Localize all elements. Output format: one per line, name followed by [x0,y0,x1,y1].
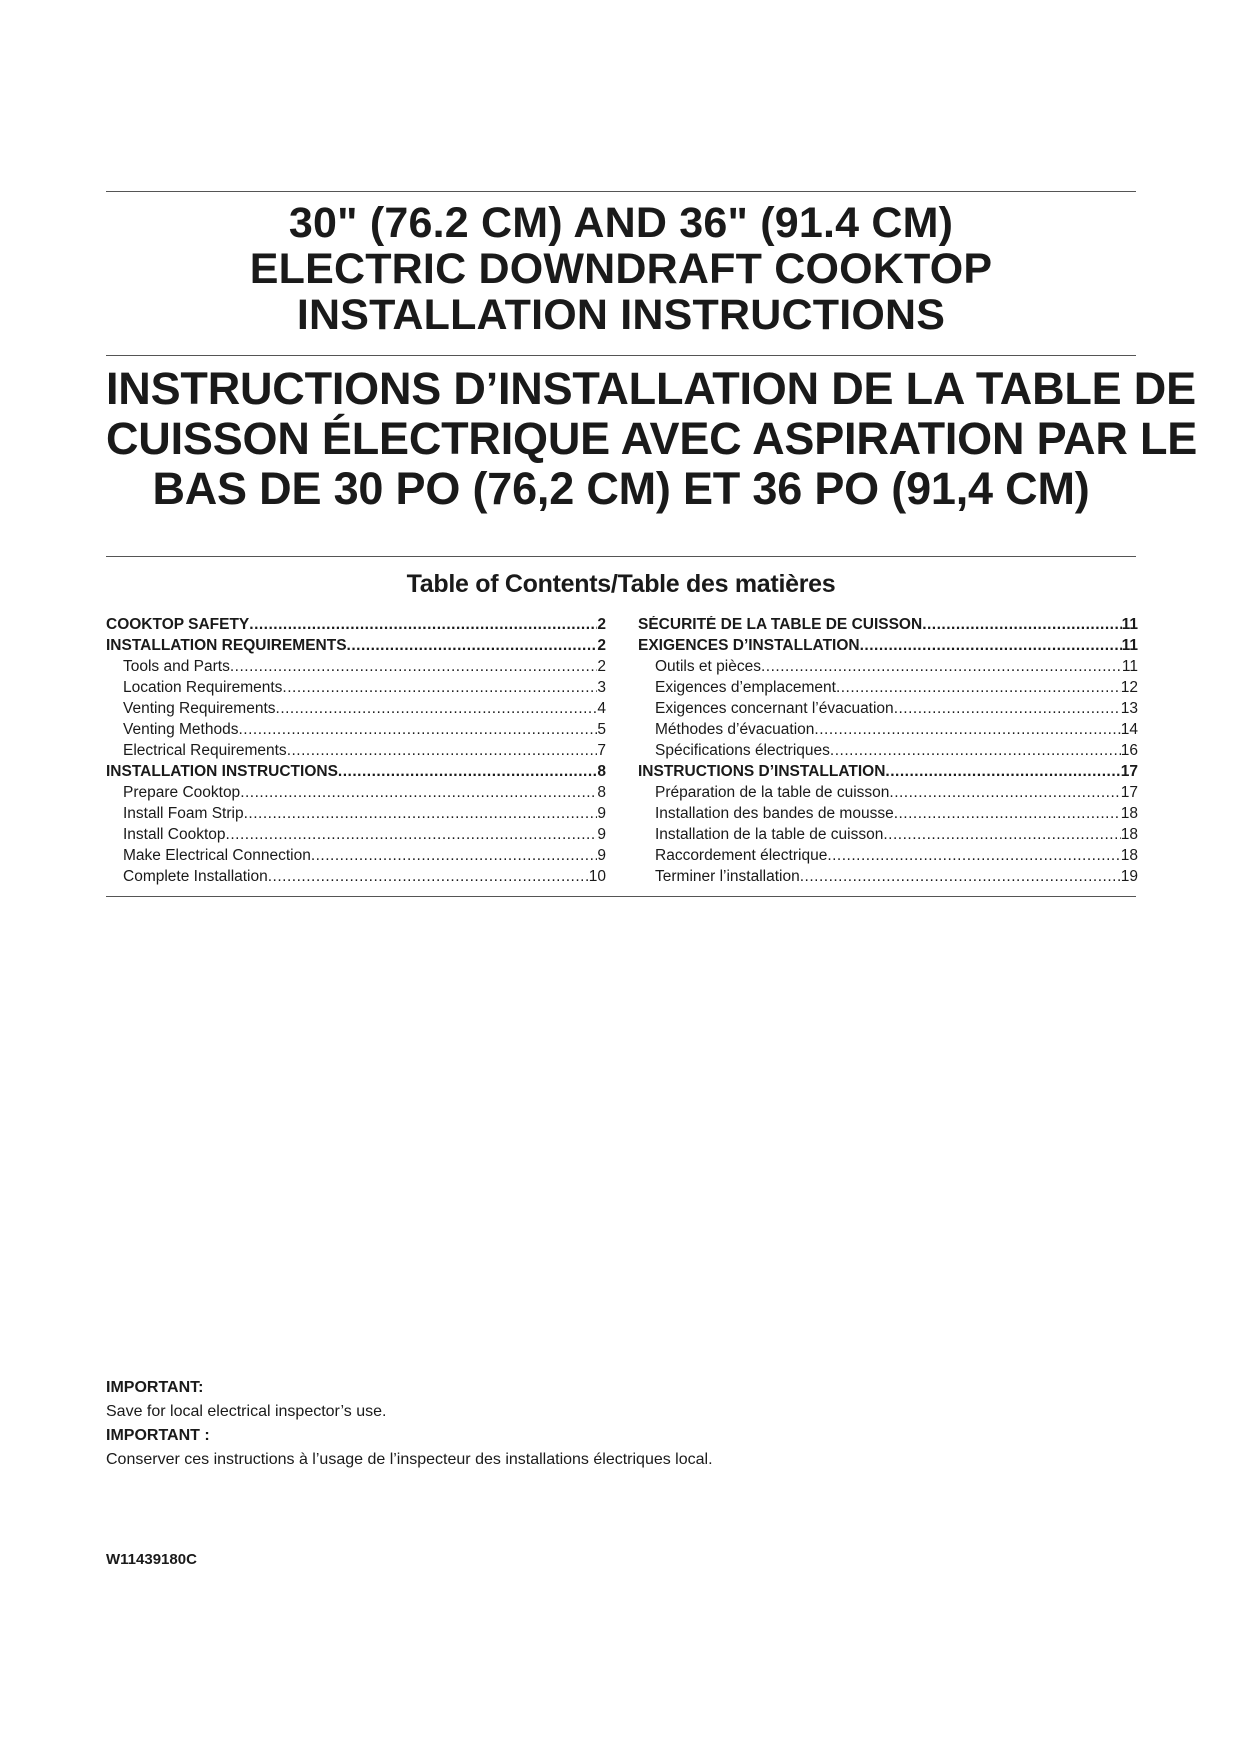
english-title-line-2: ELECTRIC DOWNDRAFT COOKTOP [249,245,993,293]
toc-entry-label: Outils et pièces [655,658,761,675]
top-divider [106,191,1136,192]
toc-dot-leader [894,700,1121,718]
french-title-line-2: CUISSON ÉLECTRIQUE AVEC ASPIRATION PAR LE [106,413,1198,464]
toc-entry-page: 8 [597,763,606,780]
document-code: W11439180C [106,1551,197,1568]
toc-entry-page: 19 [1120,868,1138,885]
toc-entry-label: Installation des bandes de mousse [655,805,894,822]
toc-entry-label: Spécifications électriques [655,742,830,759]
toc-dot-leader [827,847,1120,865]
english-title [106,200,1136,338]
toc-entry [638,868,1138,889]
french-title-line-1: INSTRUCTIONS D’INSTALLATION DE LA TABLE DE [106,363,1196,414]
toc-dot-leader [761,658,1122,676]
toc-entry-page: 2 [597,637,606,654]
important-label-en: IMPORTANT: [106,1379,204,1396]
toc-french-column [638,616,1138,889]
toc-entry-label: Install Foam Strip [123,805,244,822]
toc-top-divider [106,556,1136,557]
toc-entry-page: 18 [1120,805,1138,822]
important-label-fr: IMPORTANT : [106,1427,210,1444]
toc-entry-page: 16 [1120,742,1138,759]
toc-dot-leader [276,700,598,718]
toc-dot-leader [311,847,598,865]
toc-entry-page: 18 [1120,847,1138,864]
toc-entry [638,763,1138,784]
toc-entry-label: INSTALLATION REQUIREMENTS [106,637,347,654]
toc-entry-label: Méthodes d’évacuation [655,721,815,738]
toc-entry-label: Venting Methods [123,721,239,738]
toc-dot-leader [836,679,1121,697]
toc-dot-leader [226,826,598,844]
toc-dot-leader [894,805,1121,823]
toc-dot-leader [230,658,598,676]
toc-entry [106,805,606,826]
english-title-line-3: INSTALLATION INSTRUCTIONS [296,291,946,339]
toc-dot-leader [814,721,1120,739]
toc-entry-label: Préparation de la table de cuisson [655,784,890,801]
toc-entry-label: Electrical Requirements [123,742,287,759]
toc-dot-leader [238,721,597,739]
toc-bottom-divider [106,896,1136,897]
toc-entry-page: 9 [597,847,606,864]
toc-entry [106,616,606,637]
toc-entry-label: Location Requirements [123,679,283,696]
toc-entry-page: 11 [1121,658,1138,675]
toc-entry-label: Tools and Parts [123,658,230,675]
toc-entry-label: INSTRUCTIONS D’INSTALLATION [638,763,886,780]
toc-entry-label: Raccordement électrique [655,847,828,864]
toc-entry [106,847,606,868]
toc-dot-leader [922,616,1121,634]
toc-entry [106,868,606,889]
english-title-line-1: 30" (76.2 CM) AND 36" (91.4 CM) [288,199,954,247]
toc-entry-label: Complete Installation [123,868,268,885]
toc-entry-page: 9 [597,826,606,843]
important-text-en: Save for local electrical inspector’s use. [106,1403,387,1420]
toc-dot-leader [249,616,597,634]
toc-entry [106,658,606,679]
toc-entry-label: Install Cooktop [123,826,226,843]
toc-entry [106,826,606,847]
toc-entry [638,658,1138,679]
toc-entry [106,637,606,658]
toc-dot-leader [800,868,1121,886]
toc-entry-label: Exigences concernant l’évacuation [655,700,894,717]
toc-dot-leader [244,805,598,823]
toc-entry-page: 4 [597,700,606,717]
toc-entry-page: 8 [597,784,606,801]
important-text-fr: Conserver ces instructions à l’usage de l’inspecteur des installations électriques local. [106,1451,713,1468]
toc-entry-label: Prepare Cooktop [123,784,241,801]
toc-entry-label: Exigences d’emplacement [655,679,836,696]
toc-entry-page: 2 [597,658,606,675]
toc-entry [106,721,606,742]
toc-entry-label: Make Electrical Connection [123,847,311,864]
toc-entry-page: 17 [1120,784,1138,801]
french-title [106,363,1198,514]
toc-entry-page: 11 [1121,616,1138,633]
toc-entry-label: Venting Requirements [123,700,276,717]
toc-entry [106,784,606,805]
toc-entry-page: 12 [1120,679,1138,696]
toc-entry-page: 3 [597,679,606,696]
toc-entry-page: 13 [1120,700,1138,717]
toc-dot-leader [830,742,1121,760]
toc-dot-leader [860,637,1122,655]
toc-dot-leader [883,826,1120,844]
toc-dot-leader [287,742,598,760]
toc-entry [106,700,606,721]
toc-entry [638,679,1138,700]
toc-dot-leader [282,679,597,697]
toc-entry-label: SÉCURITÉ DE LA TABLE DE CUISSON [638,616,923,633]
toc-entry-label: COOKTOP SAFETY [106,616,250,633]
toc-entry-label: Terminer l’installation [655,868,800,885]
toc-entry-page: 10 [588,868,606,885]
toc-entry [106,742,606,763]
toc-entry-page: 18 [1120,826,1138,843]
toc-entry [638,721,1138,742]
toc-entry-page: 11 [1121,637,1138,654]
toc-entry [638,616,1138,637]
toc-entry-page: 14 [1120,721,1138,738]
toc-dot-leader [347,637,598,655]
title-divider [106,355,1136,356]
toc-english-column [106,616,606,889]
toc-dot-leader [268,868,589,886]
toc-entry-page: 17 [1120,763,1138,780]
toc-entry-label: Installation de la table de cuisson [655,826,884,843]
toc-entry [638,847,1138,868]
toc-entry [106,763,606,784]
toc-entry [638,805,1138,826]
toc-heading: Table of Contents/Table des matières [406,570,836,598]
toc-entry-label: INSTALLATION INSTRUCTIONS [106,763,338,780]
toc-entry-page: 9 [597,805,606,822]
french-title-line-3: BAS DE 30 PO (76,2 CM) ET 36 PO (91,4 CM) [152,463,1090,514]
toc-entry-page: 2 [597,616,606,633]
toc-entry [638,700,1138,721]
important-notice [106,1376,713,1472]
toc-entry-label: EXIGENCES D’INSTALLATION [638,637,860,654]
toc-entry-page: 5 [597,721,606,738]
toc-dot-leader [240,784,597,802]
toc-entry [638,637,1138,658]
toc-entry [638,826,1138,847]
toc-entry [106,679,606,700]
toc-entry [638,784,1138,805]
toc-dot-leader [885,763,1120,781]
toc-dot-leader [338,763,597,781]
toc-entry-page: 7 [597,742,606,759]
toc-entry [638,742,1138,763]
toc-dot-leader [889,784,1120,802]
